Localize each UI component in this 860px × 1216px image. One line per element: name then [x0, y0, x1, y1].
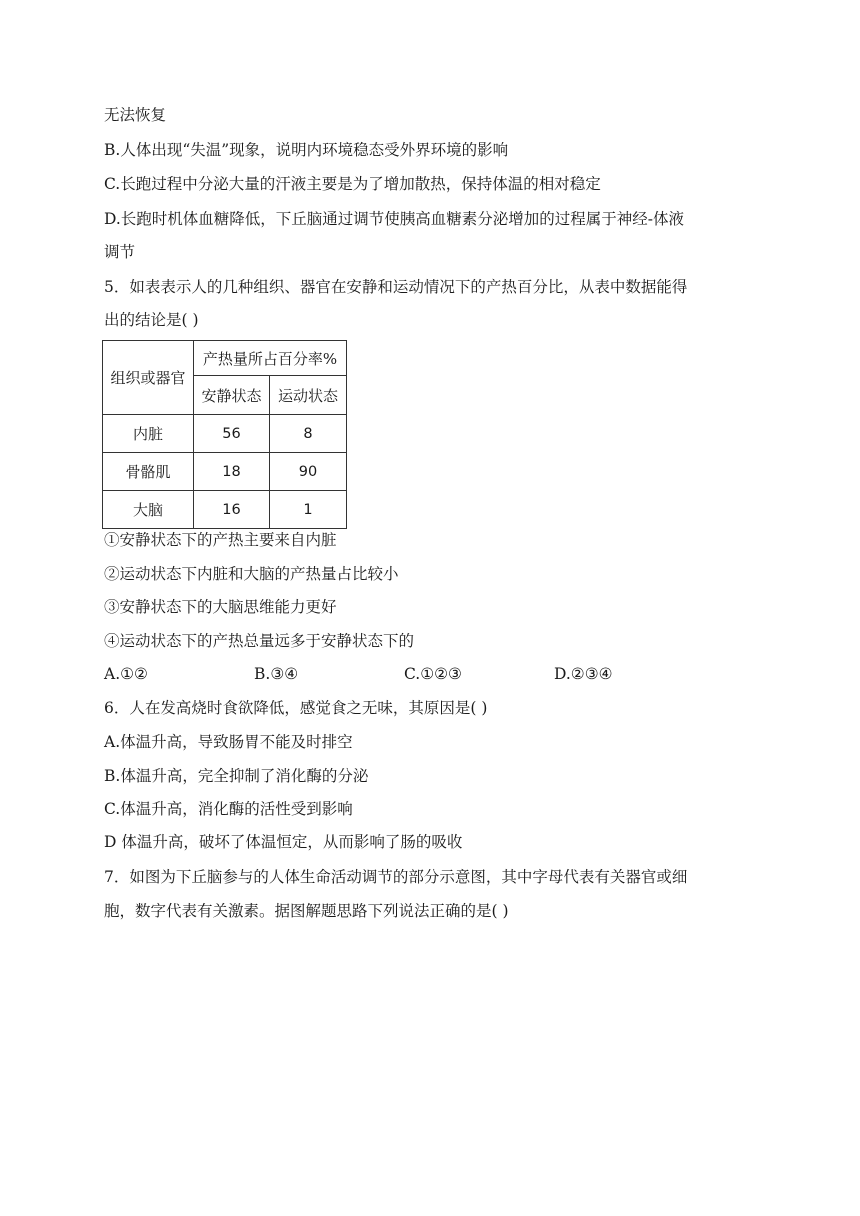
table-cell-active: 8	[270, 415, 347, 453]
option-6c: C.体温升高，消化酶的活性受到影响	[104, 800, 353, 818]
statement-4: ④运动状态下的产热总量远多于安静状态下的	[104, 632, 415, 650]
table-cell-active: 90	[270, 453, 347, 491]
option-5c: C.①②③	[404, 665, 462, 683]
table-cell-rest: 16	[194, 491, 270, 529]
table-cell-rest: 18	[194, 453, 270, 491]
option-5b: B.③④	[254, 665, 299, 683]
statement-2: ②运动状态下内脏和大脑的产热量占比较小	[104, 565, 399, 583]
table-cell-organ: 内脏	[103, 415, 194, 453]
option-6b: B.体温升高，完全抑制了消化酶的分泌	[104, 767, 369, 785]
option-6d: D 体温升高，破坏了体温恒定，从而影响了肠的吸收	[104, 833, 463, 851]
option-6a: A.体温升高，导致肠胃不能及时排空	[104, 733, 353, 751]
question-7-stem-cont: 胞，数字代表有关激素。据图解题思路下列说法正确的是( )	[104, 902, 509, 920]
question-7-stem: 7．如图为下丘脑参与的人体生命活动调节的部分示意图，其中字母代表有关器官或细	[104, 868, 688, 886]
question-5-stem-cont: 出的结论是( )	[104, 311, 199, 329]
table-cell-active: 1	[270, 491, 347, 529]
option-b-text: B.人体出现“失温”现象，说明内环境稳态受外界环境的影响	[104, 141, 509, 159]
question-5-stem: 5．如表表示人的几种组织、器官在安静和运动情况下的产热百分比，从表中数据能得	[104, 278, 688, 296]
table-header-group: 产热量所占百分率%	[194, 341, 347, 376]
table-header-rest: 安静状态	[194, 376, 270, 415]
statement-3: ③安静状态下的大脑思维能力更好	[104, 598, 337, 616]
heat-production-table	[102, 340, 347, 529]
option-5a: A.①②	[104, 665, 148, 683]
option-c-text: C.长跑过程中分泌大量的汗液主要是为了增加散热，保持体温的相对稳定	[104, 175, 601, 193]
table-row	[103, 415, 347, 453]
table-cell-organ: 大脑	[103, 491, 194, 529]
table-row	[103, 491, 347, 529]
text-line: 无法恢复	[104, 106, 167, 124]
option-d-text: D.长跑时机体血糖降低，下丘脑通过调节使胰高血糖素分泌增加的过程属于神经-体液	[104, 210, 685, 228]
table-cell-organ: 骨骼肌	[103, 453, 194, 491]
table-header-organ: 组织或器官	[103, 341, 194, 415]
table-cell-rest: 56	[194, 415, 270, 453]
table-header-active: 运动状态	[270, 376, 347, 415]
question-6-stem: 6．人在发高烧时食欲降低，感觉食之无味，其原因是( )	[104, 699, 488, 717]
option-5d: D.②③④	[554, 665, 613, 683]
statement-1: ①安静状态下的产热主要来自内脏	[104, 531, 337, 549]
option-d-continued: 调节	[104, 243, 136, 261]
table-row	[103, 453, 347, 491]
